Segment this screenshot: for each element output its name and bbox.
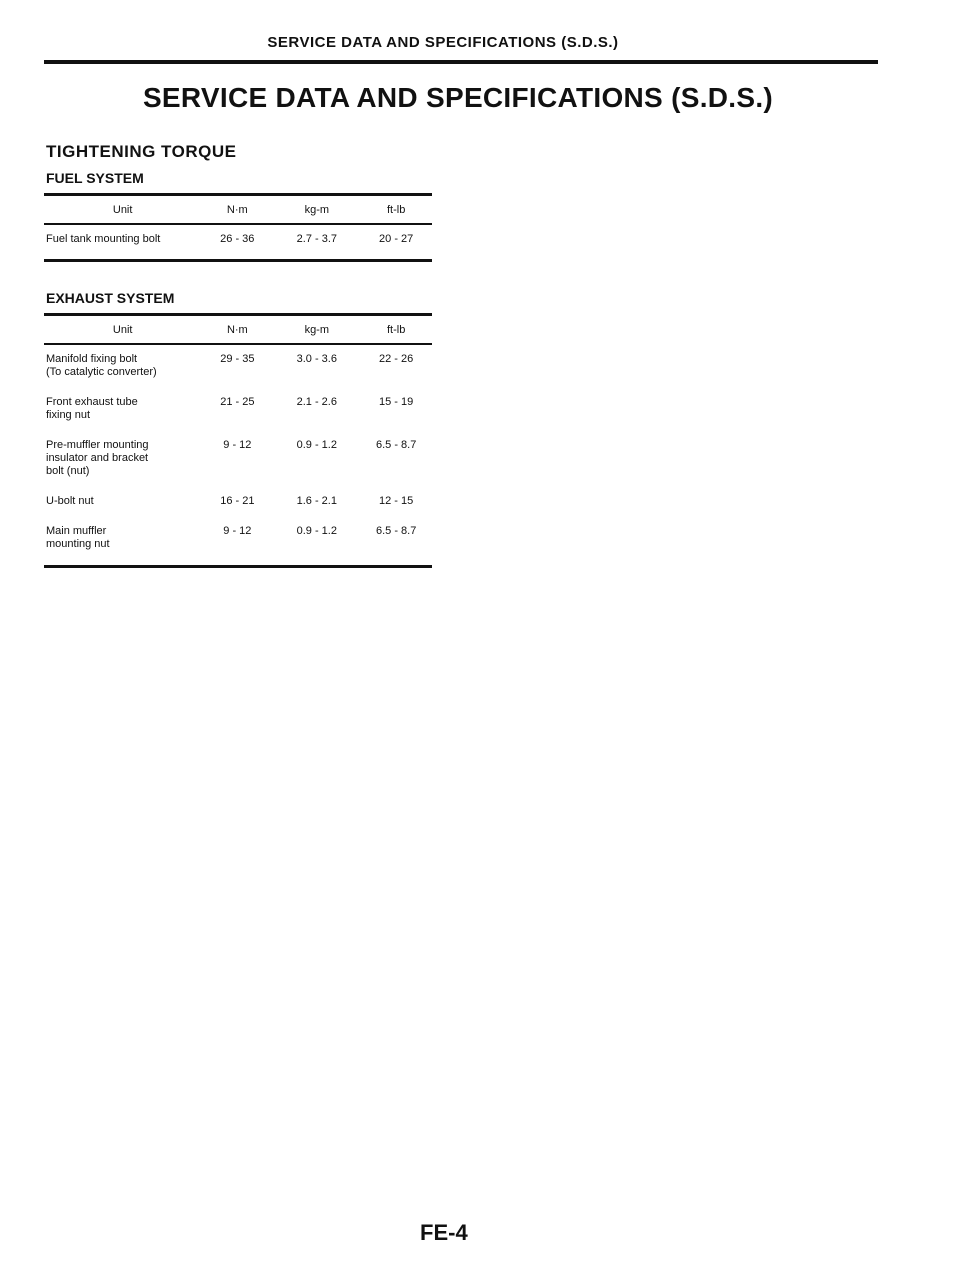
column-header-nm: N·m (201, 315, 273, 345)
table-row (44, 388, 432, 431)
column-header-nm: N·m (201, 195, 273, 225)
row-value-kgm: 0.9 - 1.2 (296, 439, 337, 451)
row-value-ftlb: 20 - 27 (379, 233, 414, 245)
row-value-ftlb: 22 - 26 (379, 353, 414, 365)
row-value-nm: 9 - 12 (223, 525, 252, 537)
row-value-ftlb: 6.5 - 8.7 (375, 525, 417, 537)
table-row (44, 224, 432, 261)
row-value-nm: 26 - 36 (220, 233, 255, 245)
table-row (44, 487, 432, 517)
column-header-ftlb: ft-lb (360, 195, 432, 225)
row-value-nm: 21 - 25 (220, 396, 255, 408)
table-row (44, 517, 432, 567)
table-row (44, 344, 432, 388)
column-header-kgm: kg-m (273, 315, 360, 345)
header-rule (44, 60, 878, 64)
exhaust-system-table (44, 313, 432, 568)
row-value-nm: 29 - 35 (220, 353, 255, 365)
row-item: U-bolt nut (46, 495, 94, 507)
row-value-kgm: 2.1 - 2.6 (296, 396, 337, 408)
row-value-ftlb: 15 - 19 (379, 396, 414, 408)
table-header-row (44, 315, 432, 345)
row-value-kgm: 0.9 - 1.2 (296, 525, 337, 537)
column-header-unit: Unit (44, 315, 201, 345)
row-value-ftlb: 12 - 15 (379, 495, 414, 507)
table-row (44, 431, 432, 487)
page-title: SERVICE DATA AND SPECIFICATIONS (S.D.S.) (142, 82, 774, 113)
row-item: Main muffler mounting nut (46, 525, 110, 550)
column-header-ftlb: ft-lb (360, 315, 432, 345)
column-header-unit: Unit (44, 195, 201, 225)
page-number: FE-4 (420, 1220, 468, 1245)
row-value-nm: 16 - 21 (220, 495, 255, 507)
row-item: Front exhaust tube fixing nut (46, 396, 138, 421)
row-item: Fuel tank mounting bolt (46, 233, 161, 245)
fuel-system-title: FUEL SYSTEM (46, 170, 144, 186)
row-item: Pre-muffler mounting insulator and bracket bolt (nut) (46, 439, 149, 477)
row-value-ftlb: 6.5 - 8.7 (375, 439, 417, 451)
column-header-kgm: kg-m (273, 195, 360, 225)
section-title-tightening-torque: TIGHTENING TORQUE (46, 142, 237, 161)
row-value-nm: 9 - 12 (223, 439, 252, 451)
fuel-system-table (44, 193, 432, 262)
row-value-kgm: 2.7 - 3.7 (296, 233, 337, 245)
table-header-row (44, 195, 432, 225)
row-item: Manifold fixing bolt (To catalytic converter) (46, 353, 157, 378)
running-header: SERVICE DATA AND SPECIFICATIONS (S.D.S.) (267, 34, 619, 51)
row-value-kgm: 1.6 - 2.1 (296, 495, 337, 507)
exhaust-system-title: EXHAUST SYSTEM (46, 290, 175, 306)
row-value-kgm: 3.0 - 3.6 (296, 353, 337, 365)
